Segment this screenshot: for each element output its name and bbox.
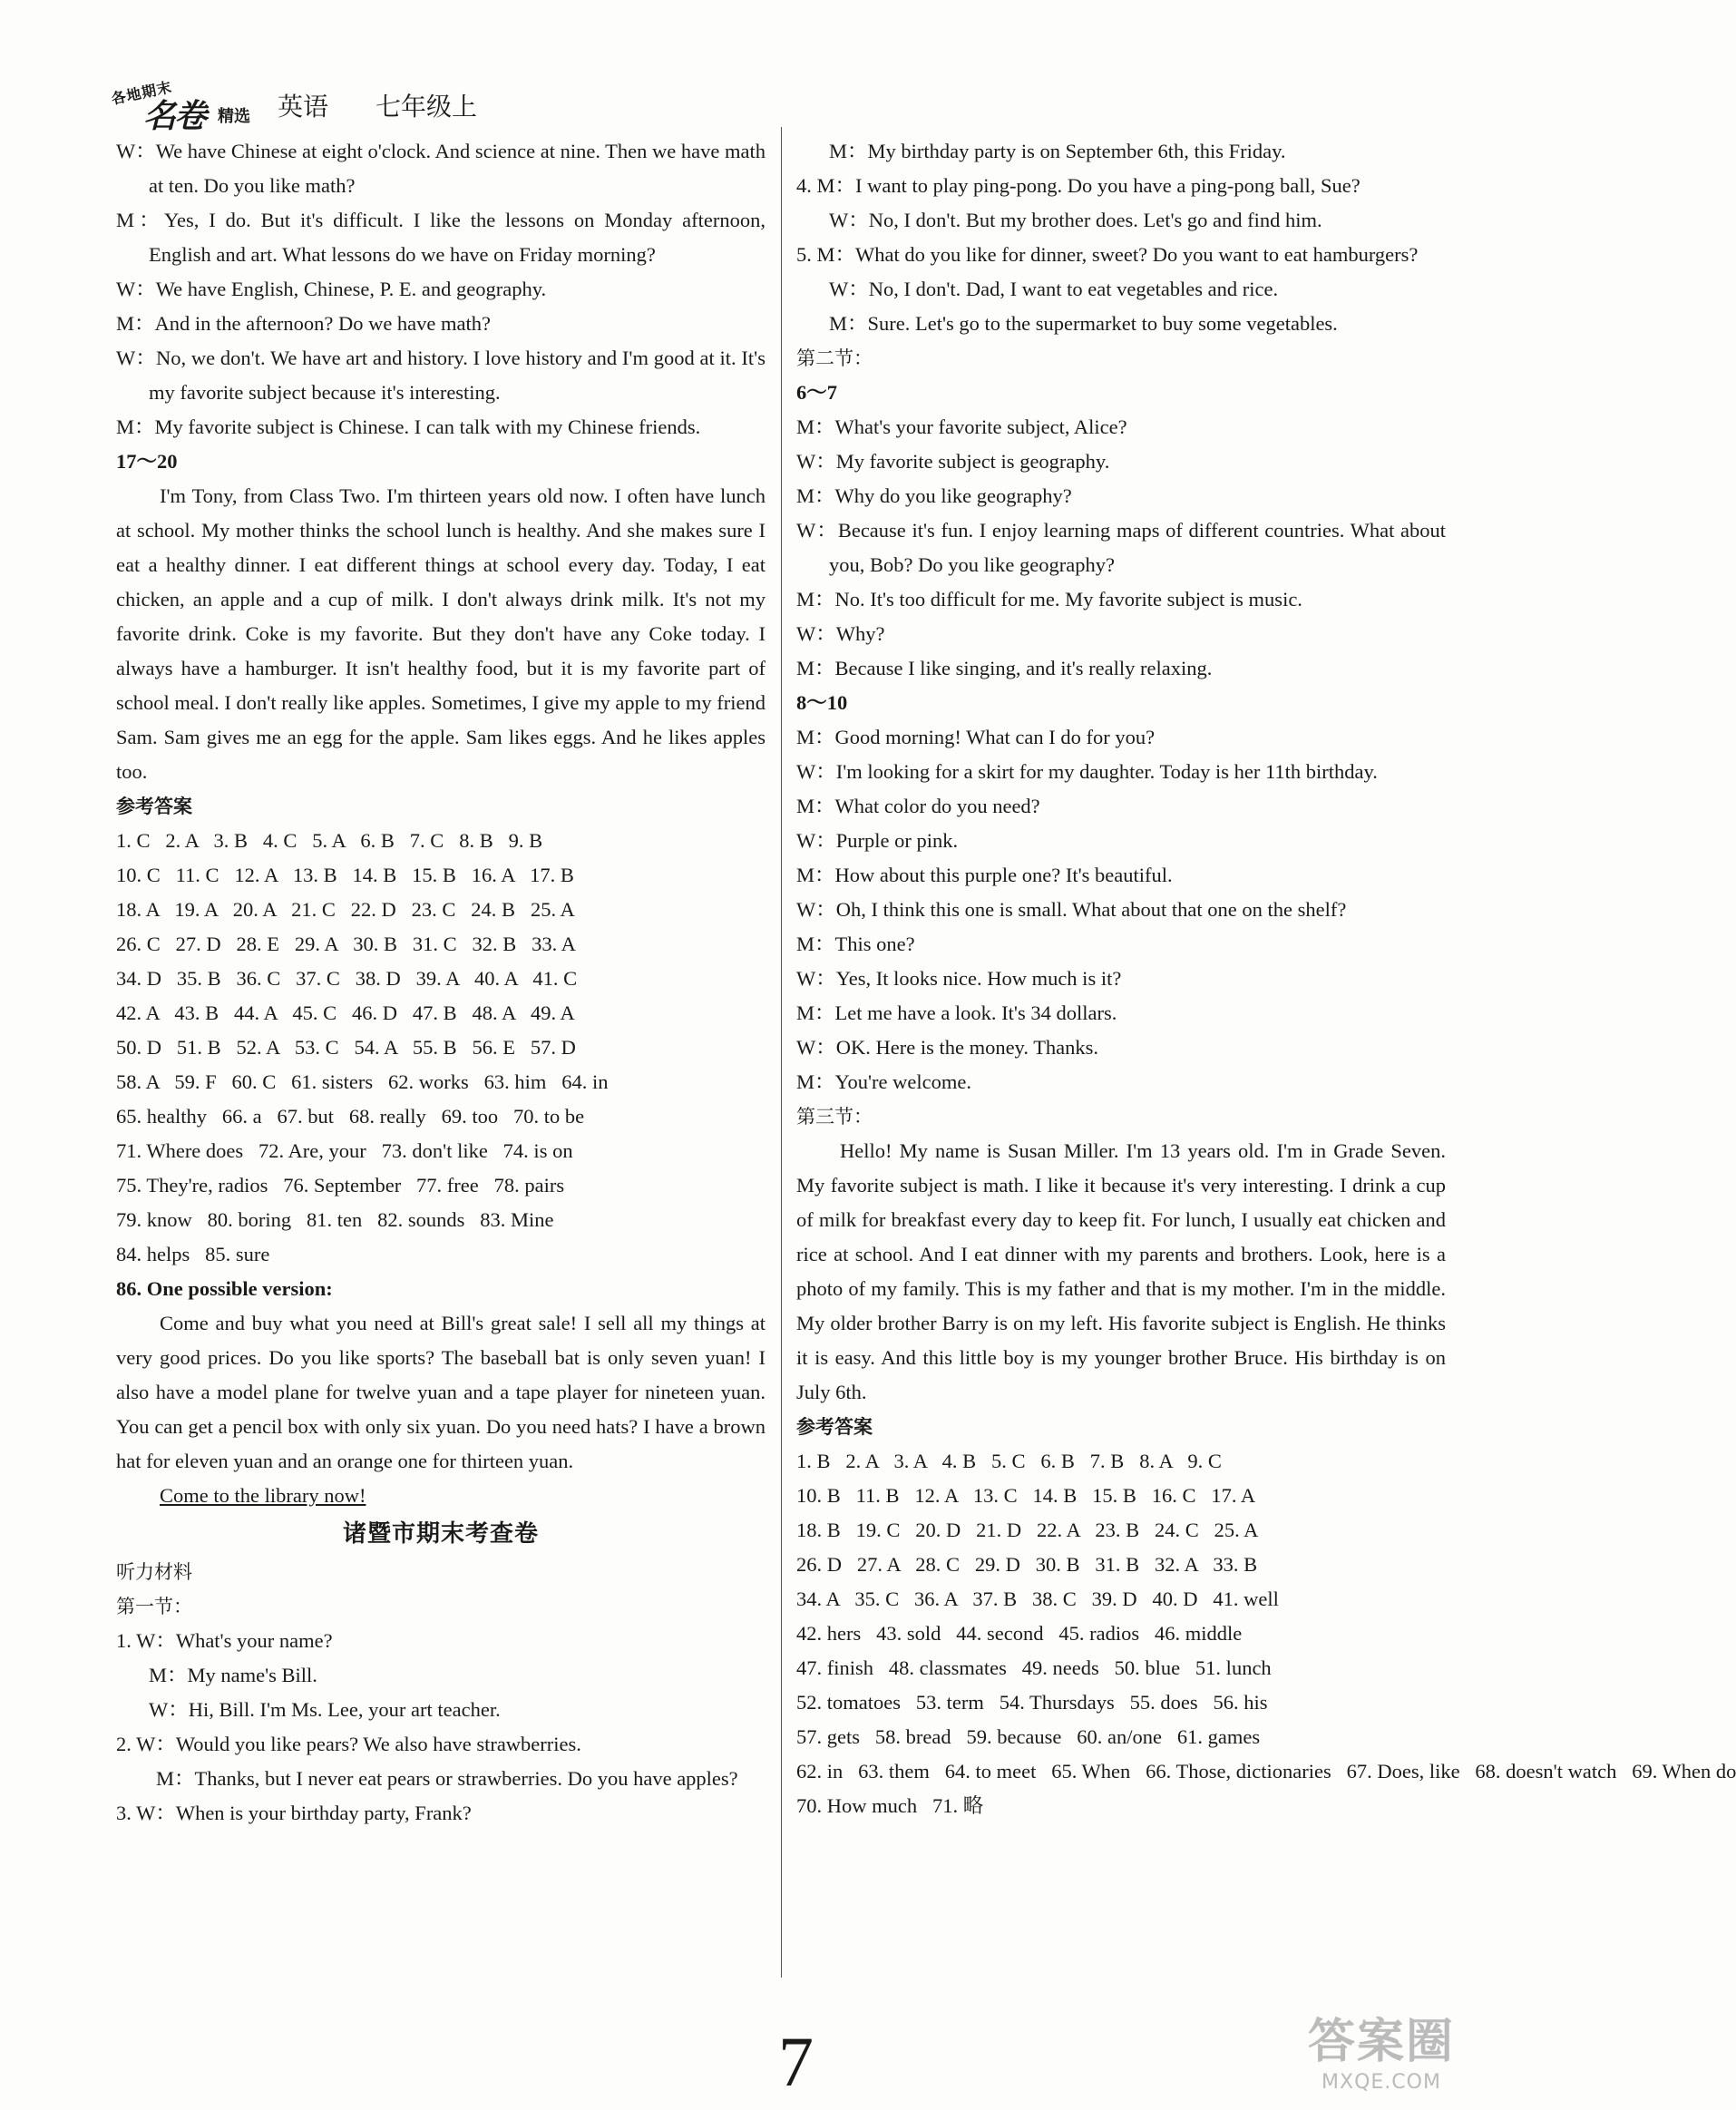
left-paragraph: 71. Where does 72. Are, your 73. don't like 74. is on <box>116 1139 573 1162</box>
left-paragraph: 84. helps 85. sure <box>116 1243 270 1265</box>
left-paragraph: 65. healthy 66. a 67. but 68. really 69. too 70. to be <box>116 1105 585 1128</box>
right-paragraph: 4. M：I want to play ping-pong. Do you have a ping-pong ball, Sue? <box>796 174 1361 197</box>
right-paragraph: 参考答案 <box>796 1416 873 1438</box>
left-paragraph: Come to the library now! <box>160 1484 366 1507</box>
right-paragraph: M：No. It's too difficult for me. My favorite subject is music. <box>796 588 1302 611</box>
right-paragraph: W：Why? <box>796 622 885 645</box>
right-paragraph: M：What's your favorite subject, Alice? <box>796 415 1127 438</box>
right-paragraph: M：Let me have a look. It's 34 dollars. <box>796 1001 1117 1024</box>
exam-title: 诸暨市期末考查卷 <box>342 1520 539 1548</box>
right-paragraph: W：OK. Here is the money. Thanks. <box>796 1036 1099 1059</box>
left-paragraph: W：We have Chinese at eight o'clock. And science at nine. Then we have math at ten. Do you like math? <box>116 140 766 197</box>
right-paragraph: M：How about this purple one? It's beautiful. <box>796 864 1173 886</box>
right-paragraph: 62. in 63. them 64. to meet 65. When 66. Those, dictionaries 67. Does, like 68. doesn't watch 69. When do <box>796 1760 1736 1783</box>
logo-line3: 精选 <box>218 107 250 125</box>
right-column <box>796 134 1736 1823</box>
left-paragraph: 1. C 2. A 3. B 4. C 5. A 6. B 7. C 8. B 9. B <box>116 829 543 852</box>
right-paragraph: 5. M：What do you like for dinner, sweet? Do you want to eat hamburgers? <box>796 243 1419 266</box>
left-paragraph: 79. know 80. boring 81. ten 82. sounds 83. Mine <box>116 1208 554 1231</box>
right-paragraph: W：Oh, I think this one is small. What about that one on the shelf? <box>796 898 1347 921</box>
grade-label: 七年级上 <box>375 92 478 122</box>
right-paragraph: M：Because I like singing, and it's really relaxing. <box>796 657 1213 679</box>
page-number: 7 <box>778 2022 814 2101</box>
right-paragraph: M：My birthday party is on September 6th, this Friday. <box>829 140 1286 162</box>
left-paragraph: 第一节： <box>116 1596 192 1617</box>
watermark <box>1308 2003 1455 2094</box>
left-paragraph: I'm Tony, from Class Two. I'm thirteen years old now. I often have lunch at school. My mother thinks the school lunch is healthy. And she makes sure I eat a healthy dinner. I eat different things at school every day. Today, I eat chicken, an apple and a cup of milk. I don't always drink milk. It's not my favorite drink. Coke is my favorite. But they don't have any Coke today. I always have a hamburger. It isn't healthy food, but it is my favorite part of school meal. I don't really like apples. Sometimes, I give my apple to my friend Sam. Sam gives me an egg for the apple. Sam likes eggs. And he likes apples too. <box>116 484 766 783</box>
logo-line1: 各地期末 <box>110 80 174 108</box>
right-paragraph: W：My favorite subject is geography. <box>796 450 1110 473</box>
right-paragraph: 1. B 2. A 3. A 4. B 5. C 6. B 7. B 8. A 9. C <box>796 1450 1222 1472</box>
right-paragraph: 47. finish 48. classmates 49. needs 50. blue 51. lunch <box>796 1656 1272 1679</box>
right-paragraph: 8～10 <box>796 691 848 714</box>
left-paragraph: 听力材料 <box>116 1561 192 1583</box>
right-paragraph: 57. gets 58. bread 59. because 60. an/one 61. games <box>796 1725 1261 1748</box>
left-paragraph: 参考答案 <box>116 796 192 817</box>
left-paragraph: 75. They're, radios 76. September 77. free 78. pairs <box>116 1174 565 1197</box>
left-paragraph: 42. A 43. B 44. A 45. C 46. D 47. B 48. A 49. A <box>116 1001 575 1024</box>
right-paragraph: 第二节： <box>796 347 873 369</box>
left-paragraph: W：No, we don't. We have art and history. I love history and I'm good at it. It's my favorite subject because it's interesting. <box>116 347 766 404</box>
book-logo <box>109 80 263 134</box>
left-paragraph: M：My favorite subject is Chinese. I can talk with my Chinese friends. <box>116 415 701 438</box>
left-paragraph: 17～20 <box>116 450 178 473</box>
logo-line2: 名卷 <box>143 98 206 134</box>
left-paragraph: W：We have English, Chinese, P. E. and geography. <box>116 278 547 300</box>
left-column <box>116 134 766 1831</box>
page-header <box>109 74 478 134</box>
left-paragraph: M：Thanks, but I never eat pears or strawberries. Do you have apples? <box>156 1767 738 1790</box>
left-paragraph: 3. W：When is your birthday party, Frank? <box>116 1802 472 1824</box>
left-paragraph: M：And in the afternoon? Do we have math? <box>116 312 491 335</box>
left-paragraph: 26. C 27. D 28. E 29. A 30. B 31. C 32. B 33. A <box>116 933 576 955</box>
left-paragraph: 50. D 51. B 52. A 53. C 54. A 55. B 56. E 57. D <box>116 1036 576 1059</box>
left-paragraph: 2. W：Would you like pears? We also have strawberries. <box>116 1733 581 1755</box>
right-paragraph: M：Why do you like geography? <box>796 484 1072 507</box>
right-paragraph: W：Yes, It looks nice. How much is it? <box>796 967 1122 990</box>
left-paragraph: 1. W：What's your name? <box>116 1629 333 1652</box>
left-paragraph: M：My name's Bill. <box>149 1664 317 1686</box>
right-paragraph: M：What color do you need? <box>796 795 1040 817</box>
right-paragraph: 34. A 35. C 36. A 37. B 38. C 39. D 40. D 41. well <box>796 1587 1279 1610</box>
left-paragraph: M：Yes, I do. But it's difficult. I like the lessons on Monday afternoon, English and art. What lessons do we have on Friday morning? <box>116 209 766 266</box>
watermark-line1: 答案圈 <box>1307 2015 1455 2069</box>
right-paragraph: Hello! My name is Susan Miller. I'm 13 years old. I'm in Grade Seven. My favorite subject is math. I like it because it's very interesting. I drink a cup of milk for breakfast every day to keep fit. For lunch, I usually eat chicken and rice at school. And I eat dinner with my parents and brothers. Look, here is a photo of my family. This is my father and that is my mother. I'm in the middle. My older brother Barry is on my left. His favorite subject is English. He thinks it is easy. And this little boy is my younger brother Bruce. His birthday is on July 6th. <box>796 1139 1446 1403</box>
right-paragraph: M：You're welcome. <box>796 1070 971 1093</box>
right-paragraph: 70. How much 71. 略 <box>796 1794 984 1817</box>
left-paragraph: 86. One possible version: <box>116 1277 333 1300</box>
right-paragraph: W：No, I don't. But my brother does. Let's go and find him. <box>829 209 1322 231</box>
right-paragraph: W：Because it's fun. I enjoy learning maps of different countries. What about you, Bob? Do you like geography? <box>796 519 1446 576</box>
right-paragraph: W：No, I don't. Dad, I want to eat vegetables and rice. <box>829 278 1279 300</box>
right-paragraph: M：Good morning! What can I do for you? <box>796 726 1156 748</box>
right-paragraph: 18. B 19. C 20. D 21. D 22. A 23. B 24. C 25. A <box>796 1519 1259 1541</box>
subject-label: 英语 <box>278 92 329 122</box>
right-paragraph: 6～7 <box>796 381 838 404</box>
right-paragraph: M：This one? <box>796 933 915 955</box>
right-paragraph: 52. tomatoes 53. term 54. Thursdays 55. does 56. his <box>796 1691 1268 1714</box>
right-paragraph: 26. D 27. A 28. C 29. D 30. B 31. B 32. A 33. B <box>796 1553 1258 1576</box>
left-paragraph: 18. A 19. A 20. A 21. C 22. D 23. C 24. B 25. A <box>116 898 575 921</box>
right-paragraph: W：Purple or pink. <box>796 829 959 852</box>
left-paragraph: Come and buy what you need at Bill's great sale! I sell all my things at very good prices. Do you like sports? The baseball bat is only seven yuan! I also have a model plane for twelve yuan and a tape player for nineteen yuan. You can get a pencil box with only six yuan. Do you need hats? I have a brown hat for eleven yuan and an orange one for thirteen yuan. <box>116 1312 766 1472</box>
left-paragraph: 34. D 35. B 36. C 37. C 38. D 39. A 40. A 41. C <box>116 967 578 990</box>
right-paragraph: 第三节： <box>796 1106 873 1128</box>
left-paragraph: W：Hi, Bill. I'm Ms. Lee, your art teacher. <box>149 1698 501 1721</box>
left-paragraph: 58. A 59. F 60. C 61. sisters 62. works 63. him 64. in <box>116 1070 609 1093</box>
right-paragraph: 42. hers 43. sold 44. second 45. radios 46. middle <box>796 1622 1243 1645</box>
watermark-line2: MXQE.COM <box>1322 2071 1441 2094</box>
right-paragraph: 10. B 11. B 12. A 13. C 14. B 15. B 16. C 17. A <box>796 1484 1256 1507</box>
left-paragraph: 10. C 11. C 12. A 13. B 14. B 15. B 16. A 17. B <box>116 864 574 886</box>
right-paragraph: M：Sure. Let's go to the supermarket to buy some vegetables. <box>829 312 1338 335</box>
right-paragraph: W：I'm looking for a skirt for my daughter. Today is her 11th birthday. <box>796 760 1378 783</box>
column-divider <box>781 127 782 1978</box>
